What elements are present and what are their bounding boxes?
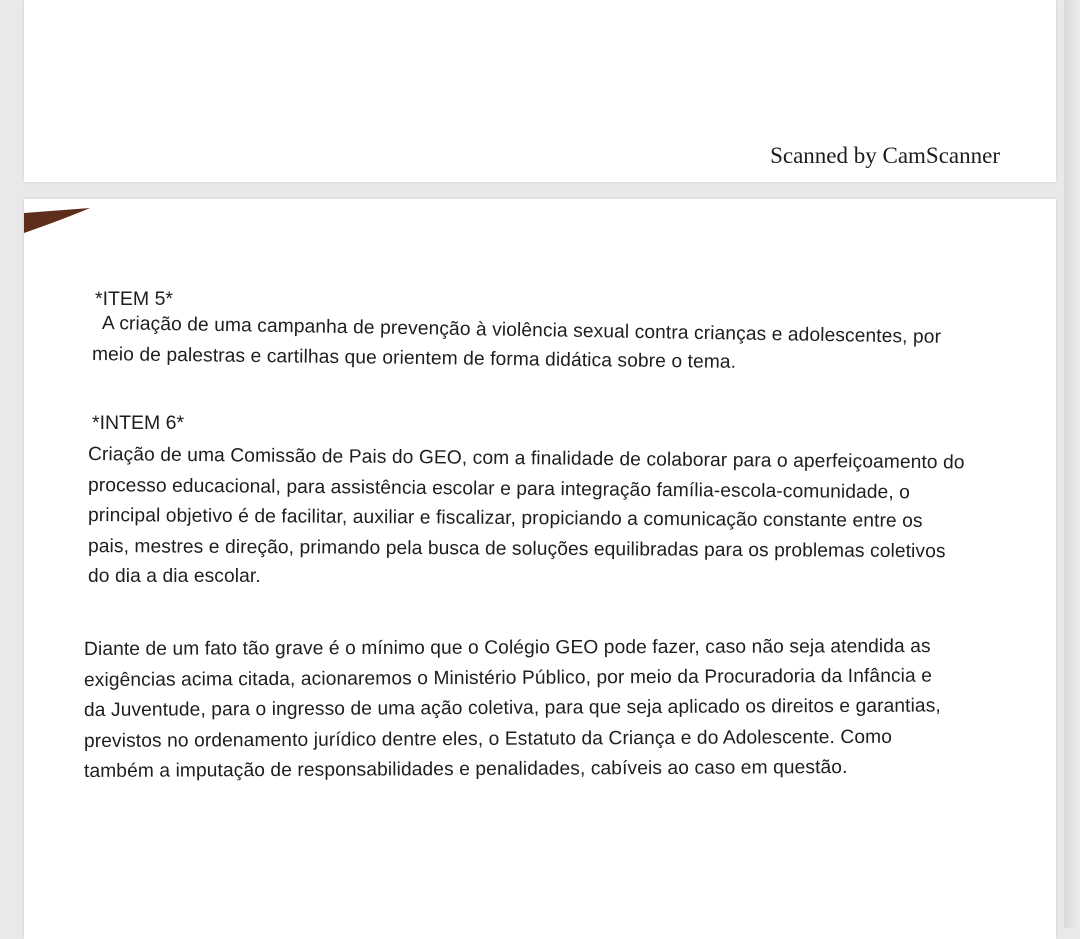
scroll-edge [1064,0,1080,928]
item5-heading: *ITEM 5* [95,288,174,310]
paragraph-line: pais, mestres e direção, primando pela busca de soluções equilibradas para os problemas coletivos [87,535,946,562]
item6-heading: *INTEM 6* [92,412,185,434]
paragraph-line: também a imputação de responsabilidades e penalidades, cabíveis ao caso em questão. [83,757,848,782]
scanned-page-previous [24,0,1056,182]
scan-watermark: Scanned by CamScanner [770,143,1000,168]
paragraph-line: Diante de um fato tão grave é o mínimo que o Colégio GEO pode fazer, caso não seja atendida as [83,636,931,660]
paragraph-line: da Juventude, para o ingresso de uma ação coletiva, para que seja aplicado os direitos e garantias, [83,695,941,721]
page-corner-fold [24,205,94,233]
paragraph-line: exigências acima citada, acionaremos o Ministério Público, por meio da Procuradoria da Infância e [83,665,933,691]
scanned-page-current [24,199,1056,939]
paragraph-line: processo educacional, para assistência escolar e para integração família-escola-comunidade, o [87,474,911,503]
paragraph-line: previstos no ordenamento jurídico dentre eles, o Estatuto da Criança e do Adolescente. Como [83,726,893,752]
paragraph-line: A criação de uma campanha de prevenção à violência sexual contra crianças e adolescentes, por [101,313,942,348]
paragraph-line: do dia a dia escolar. [88,566,261,587]
paragraph-line: principal objetivo é de facilitar, auxiliar e fiscalizar, propiciando a comunicação constante entre os [87,505,923,532]
item6-paragraph [88,440,965,593]
item5-paragraph [91,309,942,373]
paragraph-line: Criação de uma Comissão de Pais do GEO, com a finalidade de colaborar para o aperfeiçoamento do [87,444,965,474]
paragraph-line: meio de palestras e cartilhas que orientem de forma didática sobre o tema. [91,343,737,373]
closing-paragraph [84,635,941,788]
